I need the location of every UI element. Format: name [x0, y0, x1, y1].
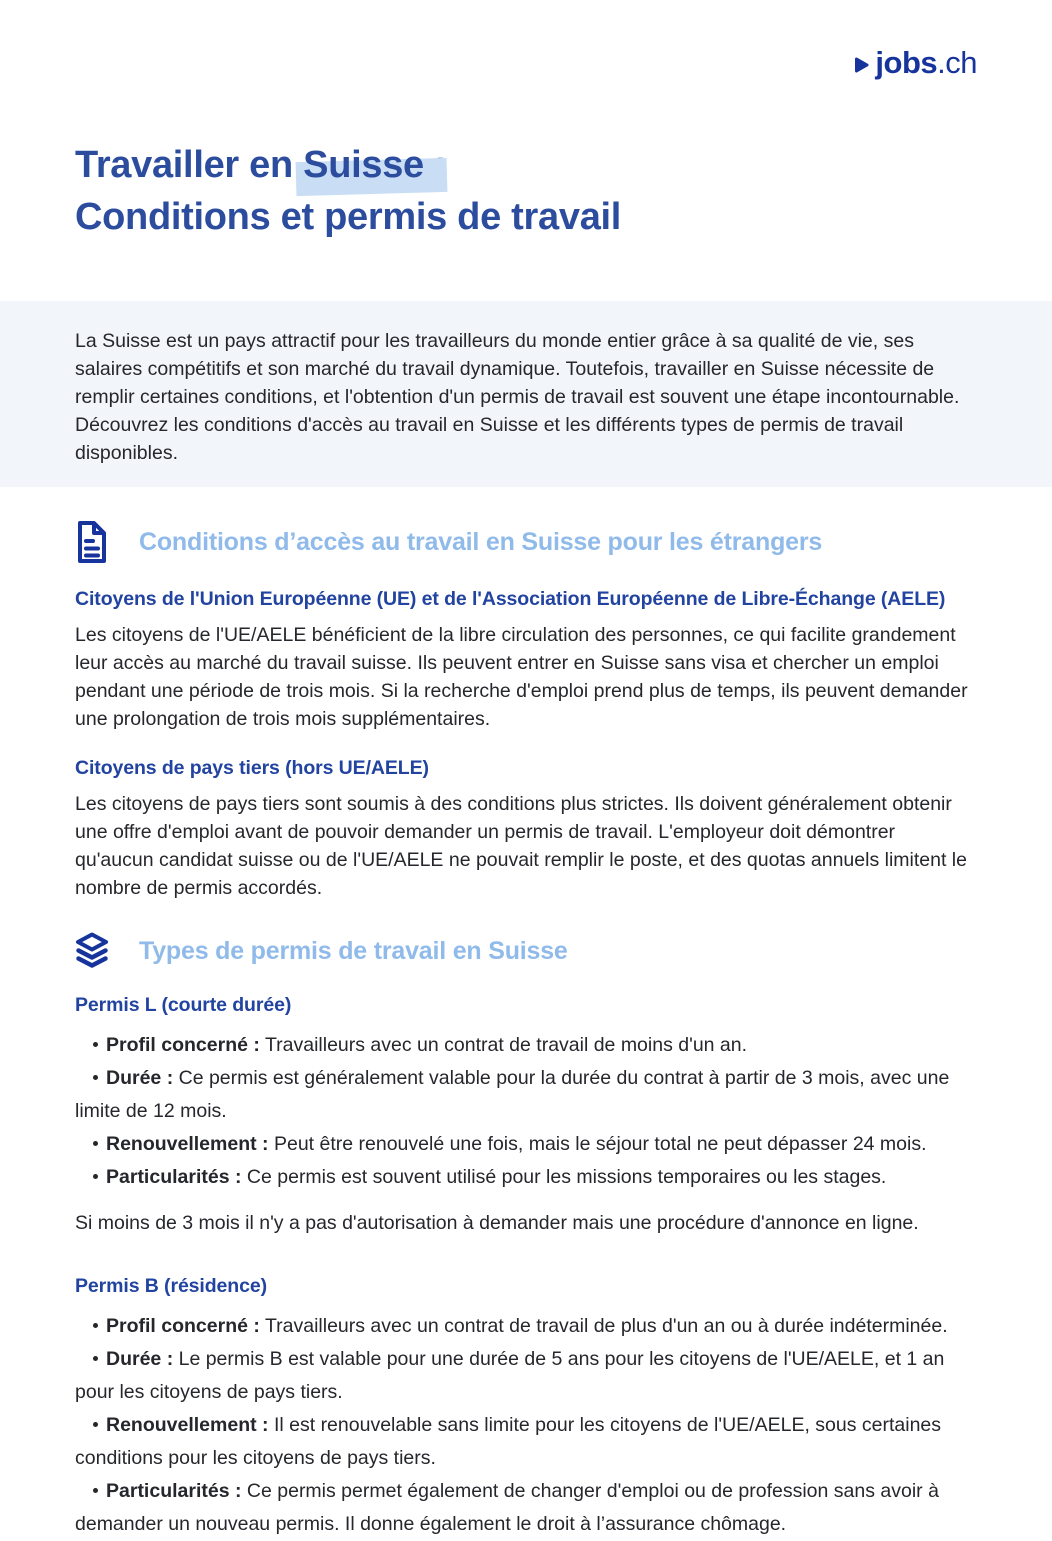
page-header [75, 0, 977, 81]
bullet-renouvellement [75, 1128, 977, 1161]
title-highlighted-word: Suisse [303, 144, 424, 186]
logo-text-light: .ch [937, 45, 977, 80]
bullet-dot [93, 1141, 98, 1146]
bullet-label: Renouvellement : [106, 1133, 269, 1155]
bullet-profil-concerne [75, 1310, 977, 1343]
bullet-dot [93, 1323, 98, 1328]
bullet-dot [93, 1356, 98, 1361]
bullet-text: Ce permis permet également de changer d'emploi ou de profession sans avoir à demander un nouveau permis. Il donne également le droit à l’assurance chômage. [75, 1480, 939, 1535]
paragraph-pays-tiers: Les citoyens de pays tiers sont soumis à des conditions plus strictes. Ils doivent généralement obtenir une offre d'emploi avant de pouvoir demander un permis de travail. L'employeur doit démontrer qu'aucun candidat suisse ou de l'UE/AELE ne pouvait remplir le poste, et des quotas annuels limitent le nombre de permis accordés. [75, 793, 967, 899]
play-triangle-icon [853, 52, 870, 75]
intro-paragraph: La Suisse est un pays attractif pour les travailleurs du monde entier grâce à sa qualité de vie, ses salaires compétitifs et son marché du travail dynamique. Toutefois, travailler en Suisse nécessite de remplir certaines conditions, et l'obtention d'un permis de travail est souvent une étape incontournable. Découvrez les conditions d'accès au travail en Suisse et les différents types de permis de travail disponibles. [75, 330, 960, 464]
bullet-text: Travailleurs avec un contrat de travail de plus d'un an ou à durée indéterminée. [264, 1315, 948, 1337]
bullet-dot [93, 1042, 98, 1047]
bullet-text: Travailleurs avec un contrat de travail de moins d'un an. [264, 1034, 748, 1056]
bullet-profil-concerne [75, 1029, 977, 1062]
bullet-text: Peut être renouvelé une fois, mais le séjour total ne peut dépasser 24 mois. [273, 1133, 927, 1155]
bullet-label: Particularités : [106, 1480, 242, 1502]
subheading-pays-tiers: Citoyens de pays tiers (hors UE/AELE) [75, 757, 429, 779]
logo-text [875, 45, 977, 81]
bullet-text: Le permis B est valable pour une durée de 5 ans pour les citoyens de l'UE/AELE, et 1 an pour les citoyens de pays tiers. [75, 1348, 945, 1403]
title-pre: Travailler en [75, 144, 304, 186]
section1-heading: Conditions d’accès au travail en Suisse pour les étrangers [139, 527, 823, 556]
permit-b-bullets [75, 1310, 977, 1541]
bullet-label: Particularités : [106, 1166, 242, 1188]
document-icon [75, 520, 109, 564]
permit-l-note: Si moins de 3 mois il n'y a pas d'autorisation à demander mais une procédure d'annonce en ligne. [75, 1212, 919, 1234]
paragraph-citoyens-ue: Les citoyens de l'UE/AELE bénéficient de la libre circulation des personnes, ce qui facilite grandement leur accès au marché du travail suisse. Ils peuvent entrer en Suisse sans visa et chercher un emploi pendant une période de trois mois. Si la recherche d'emploi prend plus de temps, ils peuvent demander une prolongation de trois mois supplémentaires. [75, 624, 968, 730]
title-line2: Conditions et permis de travail [75, 196, 622, 238]
bullet-particularites [75, 1161, 977, 1194]
bullet-label: Renouvellement : [106, 1414, 269, 1436]
section2-heading: Types de permis de travail en Suisse [139, 936, 568, 965]
jobs-ch-logo [853, 45, 977, 81]
permit-l-heading: Permis L (courte durée) [75, 994, 292, 1016]
bullet-text: Il est renouvelable sans limite pour les citoyens de l'UE/AELE, sous certaines conditions pour les citoyens de pays tiers. [75, 1414, 942, 1469]
bullet-renouvellement [75, 1409, 977, 1475]
permit-l-bullets [75, 1029, 977, 1194]
page-title [75, 139, 977, 243]
section-types-permis [75, 932, 977, 1541]
bullet-dot [93, 1422, 98, 1427]
logo-text-bold: jobs [875, 45, 938, 80]
bullet-duree [75, 1062, 977, 1128]
title-post: : [423, 144, 447, 186]
subheading-citoyens-ue: Citoyens de l'Union Européenne (UE) et de l'Association Européenne de Libre-Échange (AELE) [75, 588, 946, 610]
section-conditions-acces [75, 520, 977, 902]
bullet-dot [93, 1075, 98, 1080]
bullet-text: Ce permis est généralement valable pour la durée du contrat à partir de 3 mois, avec une limite de 12 mois. [75, 1067, 950, 1122]
bullet-duree [75, 1343, 977, 1409]
section1-heading-row [75, 520, 977, 564]
bullet-text: Ce permis est souvent utilisé pour les missions temporaires ou les stages. [246, 1166, 887, 1188]
permit-b-heading: Permis B (résidence) [75, 1275, 268, 1297]
bullet-label: Profil concerné : [106, 1034, 260, 1056]
bullet-particularites [75, 1475, 977, 1541]
section2-heading-row [75, 932, 977, 970]
layers-icon [75, 932, 109, 970]
intro-band [0, 301, 1052, 487]
bullet-dot [93, 1174, 98, 1179]
bullet-label: Durée : [106, 1067, 174, 1089]
bullet-label: Profil concerné : [106, 1315, 260, 1337]
bullet-dot [93, 1488, 98, 1493]
bullet-label: Durée : [106, 1348, 174, 1370]
